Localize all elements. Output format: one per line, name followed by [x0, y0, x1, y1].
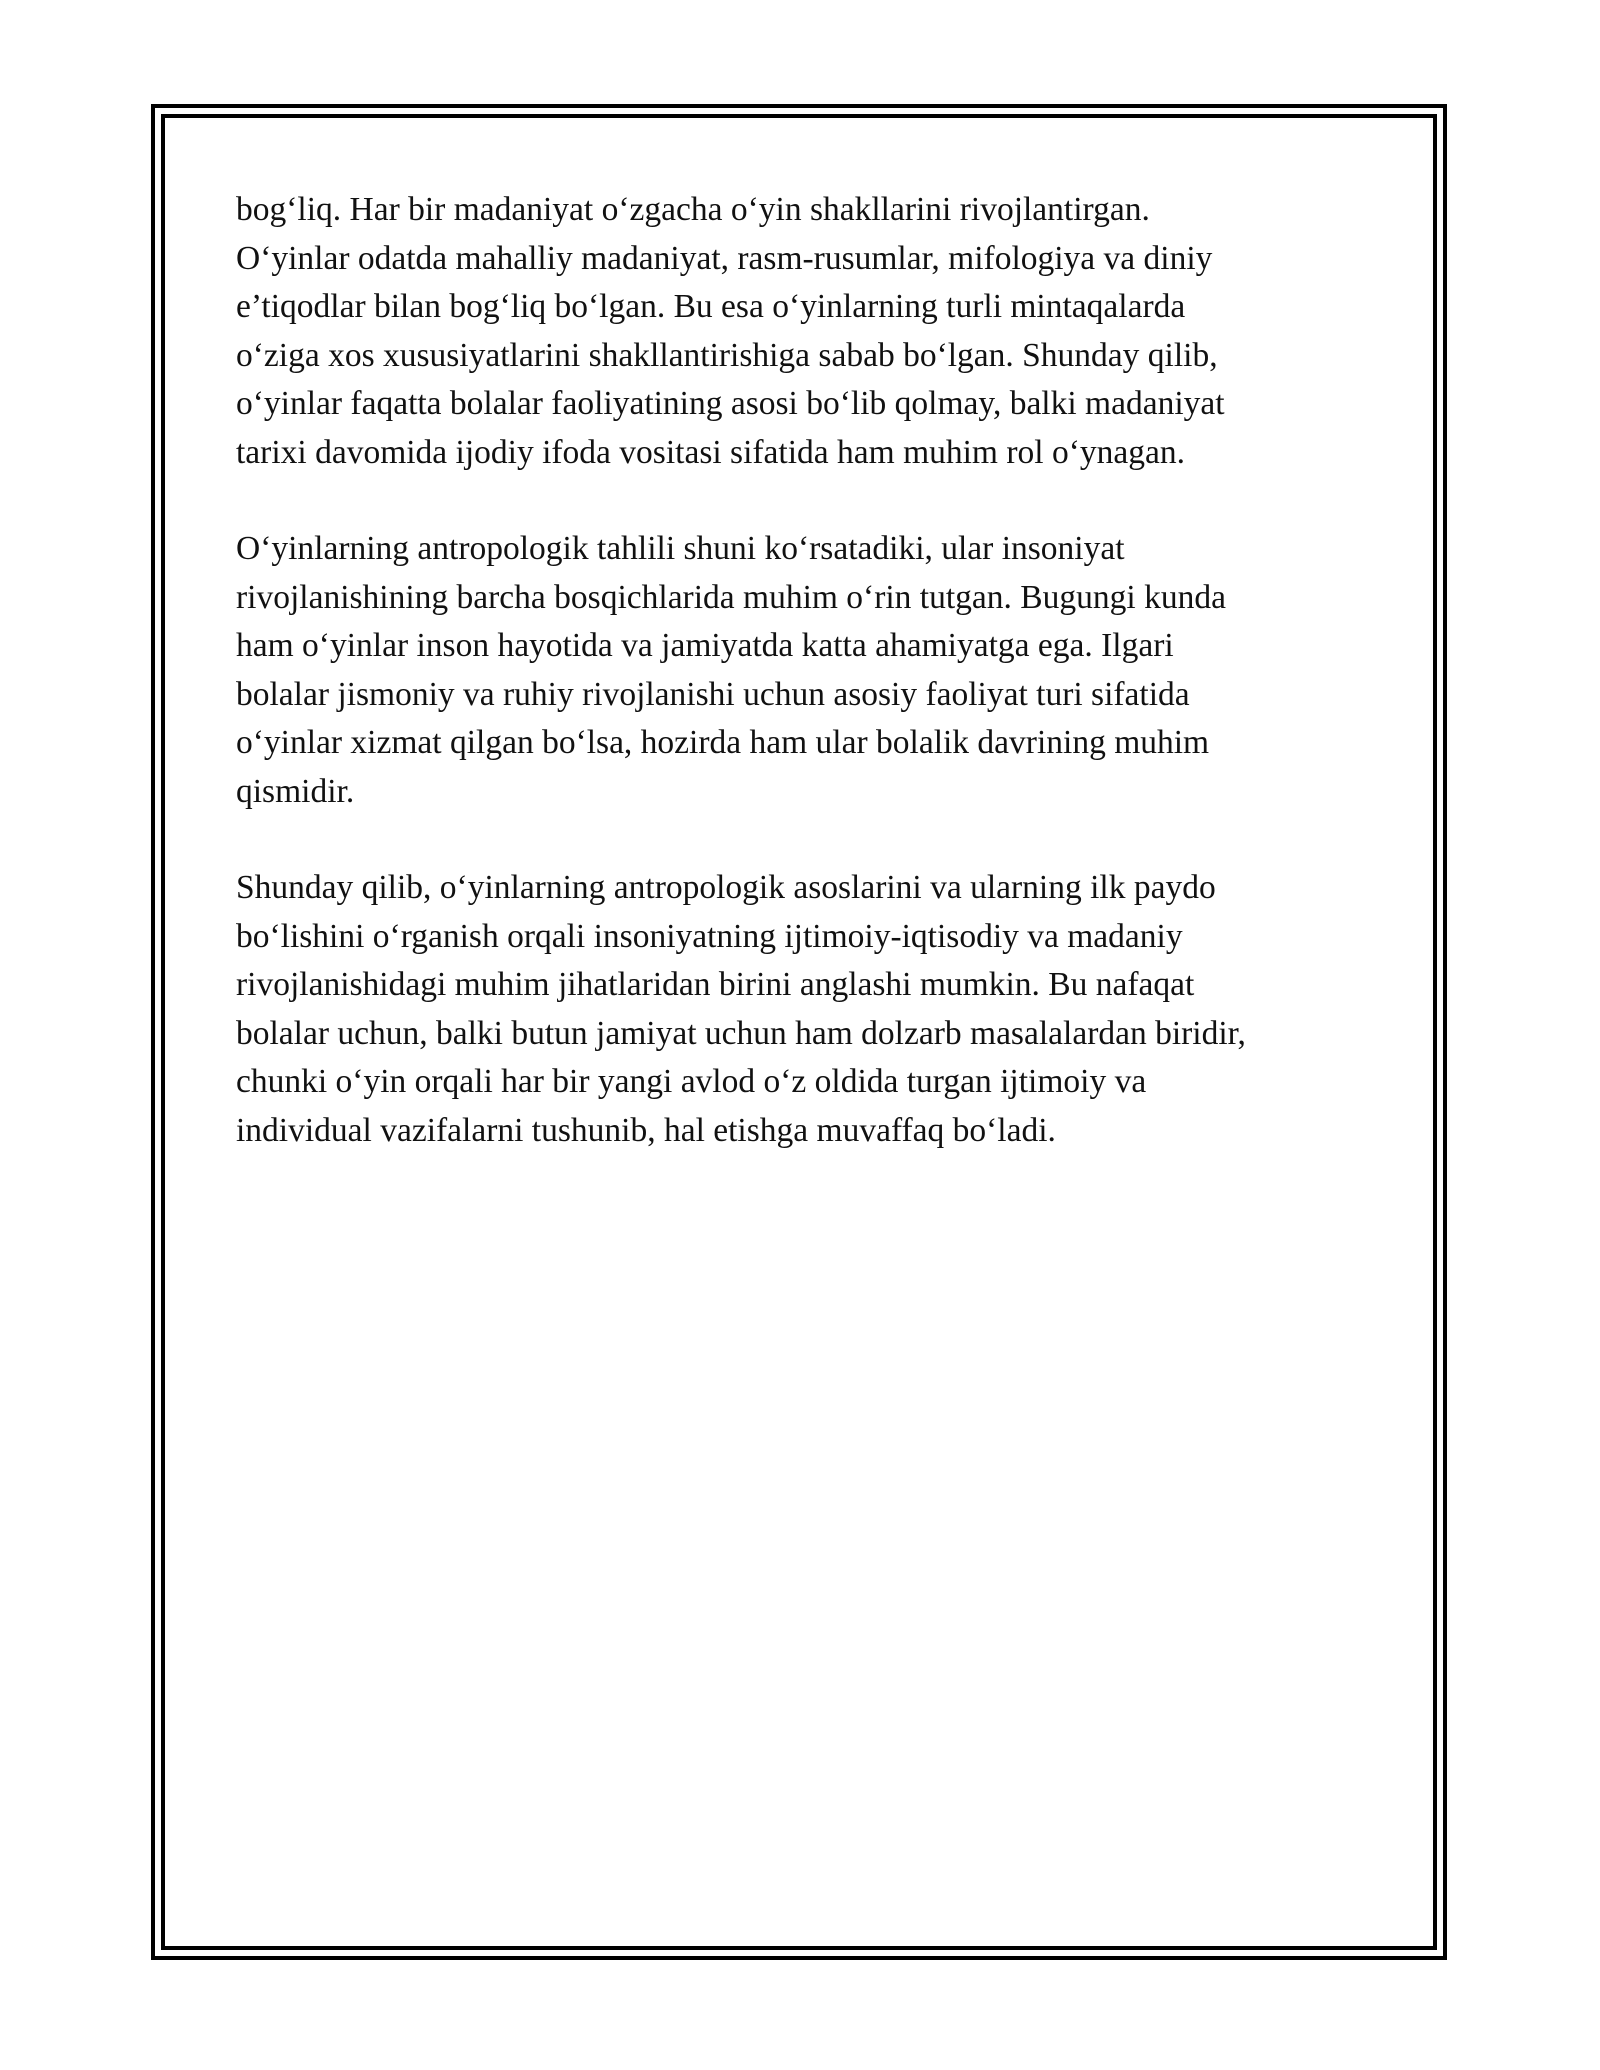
paragraph-2: O‘yinlarning antropologik tahlili shuni ko‘rsatadiki, ular insoniyat rivojlanishining barcha bosqichlarida muhim o‘rin tutgan. Bugungi kunda ham o‘yinlar inson hayotida va jamiyatda katta ahamiyatga ega. Ilgari bolalar jismoniy va ruhiy rivojlanishi uchun asosiy faoliyat turi sifatida o‘yinlar xizmat qilgan bo‘lsa, hozirda ham ular bolalik davrining muhim qismidir. [236, 530, 1226, 810]
paragraph-3: Shunday qilib, o‘yinlarning antropologik asoslarini va ularning ilk paydo bo‘lishini o‘rganish orqali insoniyatning ijtimoiy-iqtisodiy va madaniy rivojlanishidagi muhim jihatlaridan birini anglashi mumkin. Bu nafaqat bolalar uchun, balki butun jamiyat uchun ham dolzarb masalalardan biridir, chunki o‘yin orqali har bir yangi avlod o‘z oldida turgan ijtimoiy va individual vazifalarni tushunib, hal etishga muvaffaq bo‘ladi. [236, 869, 1246, 1149]
document-body [236, 186, 1366, 1203]
paragraph-1: bog‘liq. Har bir madaniyat o‘zgacha o‘yin shakllarini rivojlantirgan. O‘yinlar odatda mahalliy madaniyat, rasm-rusumlar, mifologiya va diniy e’tiqodlar bilan bog‘liq bo‘lgan. Bu esa o‘yinlarning turli mintaqalarda o‘ziga xos xususiyatlarini shakllantirishiga sabab bo‘lgan. Shunday qilib, o‘yinlar faqatta bolalar faoliyatining asosi bo‘lib qolmay, balki madaniyat tarixi davomida ijodiy ifoda vositasi sifatida ham muhim rol o‘ynagan. [236, 191, 1225, 471]
